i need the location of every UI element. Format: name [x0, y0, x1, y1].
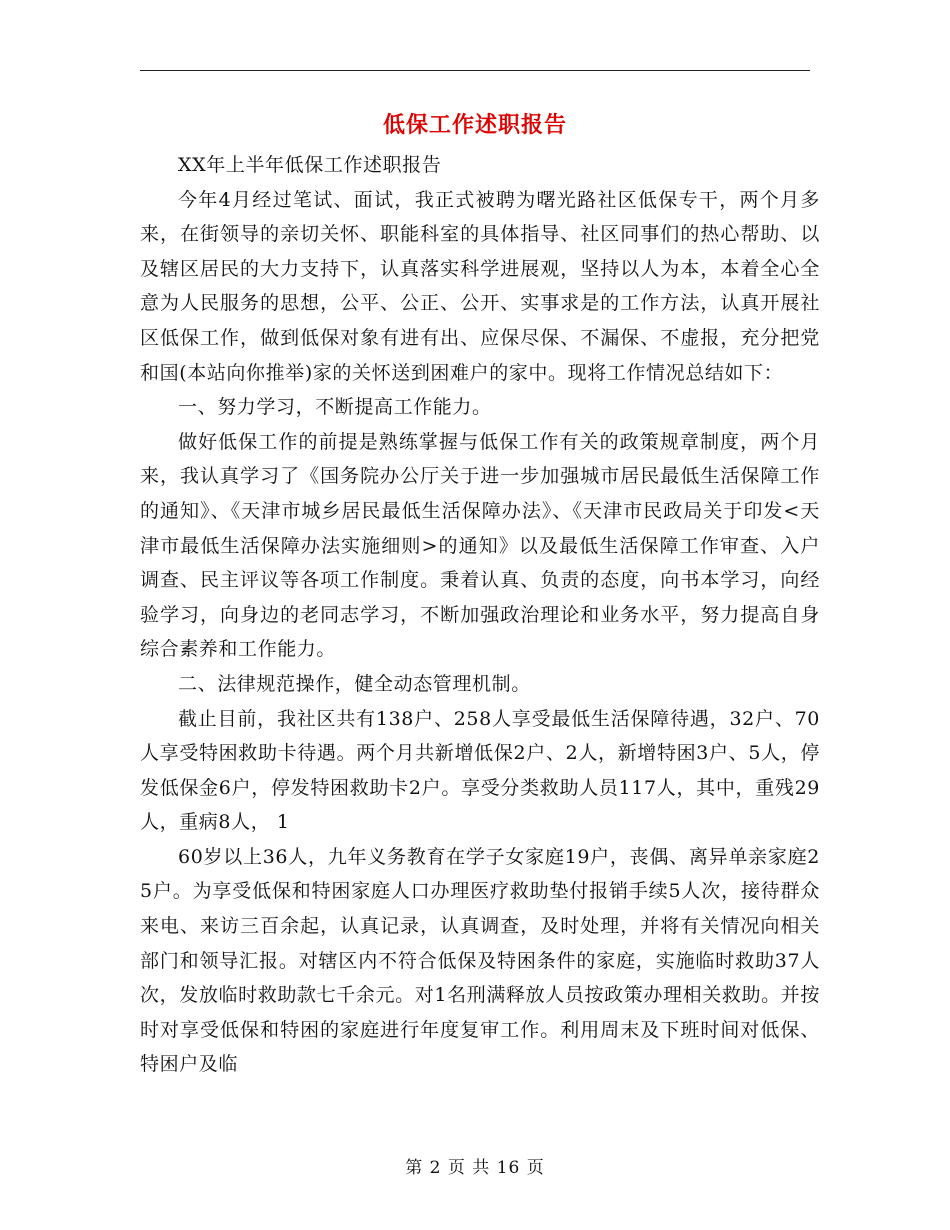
document-title: 低保工作述职报告	[382, 112, 567, 138]
page-footer	[0, 1153, 950, 1178]
document-body	[140, 148, 820, 1082]
section-heading-1: 一、努力学习，不断提高工作能力。	[178, 396, 492, 419]
subtitle-paragraph: XX年上半年低保工作述职报告	[178, 154, 442, 176]
section-2-paragraph: 截止目前，我社区共有138户、258人享受最低生活保障待遇，32户、70人享受特困救助卡待遇。两个月共新增低保2户、2人，新增特困3户、5人，停发低保金6户，停发特困救助卡2户。享受分类救助人员117人，其中，重残29人，重病8人， 1	[140, 707, 820, 834]
section-1-paragraph: 做好低保工作的前提是熟练掌握与低保工作有关的政策规章制度，两个月来，我认真学习了《国务院办公厅关于进一步加强城市居民最低生活保障工作的通知》、《天津市城乡居民最低生活保障办法》、《天津市民政局关于印发<天津市最低生活保障办法实施细则>的通知》以及最低生活保障工作审查、入户调查、民主评议等各项工作制度。秉着认真、负责的态度，向书本学习，向经验学习，向身边的老同志学习，不断加强政治理论和业务水平，努力提高自身综合素养和工作能力。	[140, 430, 820, 661]
header-rule	[140, 70, 810, 71]
section-2-continuation-paragraph: 60岁以上36人，九年义务教育在学子女家庭19户，丧偶、离异单亲家庭25户。为享受低保和特困家庭人口办理医疗救助垫付报销手续5人次，接待群众来电、来访三百余起，认真记录，认真调查，及时处理，并将有关情况向相关部门和领导汇报。对辖区内不符合低保及特困条件的家庭，实施临时救助37人次，发放临时救助款七千余元。对1名刑满释放人员按政策办理相关救助。并按时对享受低保和特困的家庭进行年度复审工作。利用周末及下班时间对低保、特困户及临	[140, 845, 820, 1076]
intro-paragraph: 今年4月经过笔试、面试，我正式被聘为曙光路社区低保专干，两个月多来，在街领导的亲切关怀、职能科室的具体指导、社区同事们的热心帮助、以及辖区居民的大力支持下，认真落实科学进展观，坚持以人为本，本着全心全意为人民服务的思想，公平、公正、公开、实事求是的工作方法，认真开展社区低保工作，做到低保对象有进有出、应保尽保、不漏保、不虚报，充分把党和国(本站向你推举)家的关怀送到困难户的家中。现将工作情况总结如下：	[140, 188, 820, 384]
page-number-label: 第 2 页 共 16 页	[405, 1158, 545, 1178]
section-heading-2: 二、法律规范操作，健全动态管理机制。	[178, 672, 531, 695]
